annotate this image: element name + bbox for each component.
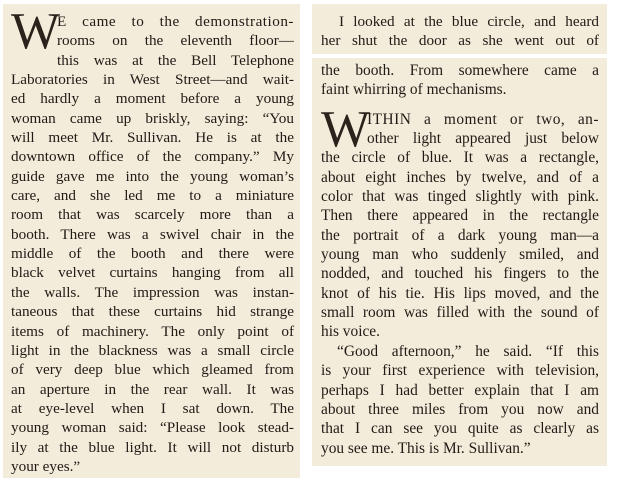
text-line: the circle of blue. It was a rectangle, — [321, 149, 599, 167]
text-line: your eyes.” — [11, 457, 81, 475]
text-line: the portrait of a dark young man—a — [321, 226, 599, 244]
text-line: ily at the blue light. It will not disturb — [11, 438, 294, 456]
text-line: black velvet curtains hanging from all — [11, 264, 294, 282]
text-line: the booth. From somewhere came a — [321, 62, 599, 79]
text-line: nodded, and touched his fingers to the — [321, 265, 599, 283]
text-line: an aperture in the rear wall. It was — [11, 380, 294, 398]
text-line: of very deep blue which gleamed from — [11, 361, 294, 379]
text-line: about three miles from you now and — [321, 400, 599, 418]
text-line: will meet Mr. Sullivan. He is at the — [11, 129, 294, 147]
text-line: Then there appeared in the rectangle — [321, 207, 599, 225]
left-text-column — [3, 4, 300, 478]
text-line: light in the blackness was a small circle — [11, 341, 294, 359]
text-line: young man who suddenly smiled, and — [321, 246, 599, 264]
text-line: ITHIN a moment or two, an- — [367, 110, 599, 128]
drop-cap-letter: W — [11, 4, 61, 60]
text-line: downtown office of the company.” My — [11, 148, 294, 166]
text-line: guide gave me into the young woman’s — [11, 167, 294, 185]
text-line: this was at the Bell Telephone — [57, 51, 294, 69]
text-line: taneous that these curtains hid strange — [11, 303, 294, 321]
opening-paragraph — [11, 4, 294, 476]
text-line: her shut the door as she went out of — [321, 32, 599, 50]
text-line: faint whirring of mechanisms. — [321, 81, 507, 99]
text-line: “Good afternoon,” he said. “If this — [337, 342, 599, 360]
right-text-column — [312, 58, 607, 466]
text-line: woman came up briskly, saying: “You — [11, 109, 294, 127]
text-line: at eye-level when I sat down. The — [11, 399, 294, 417]
text-line: middle of the booth and there were — [11, 245, 294, 263]
text-line: room that was scarcely more than a — [11, 206, 294, 224]
text-line: about eight inches by twelve, and of a — [321, 168, 599, 186]
drop-cap-letter: W — [321, 100, 371, 158]
text-line: color that was tinged slightly with pink. — [321, 188, 599, 206]
text-line: I looked at the blue circle, and heard — [339, 13, 599, 30]
text-line: that I can see you quite as clearly as — [321, 420, 599, 438]
text-line: young woman said: “Please look stead- — [11, 419, 294, 437]
text-line: small room was filled with the sound of — [321, 304, 599, 322]
text-line: E came to the demonstration- — [57, 13, 294, 30]
text-line: knot of his tie. His lips moved, and the — [321, 284, 599, 302]
text-line: is your first experience with television, — [321, 362, 599, 380]
text-line: care, and she led me to a miniature — [11, 187, 294, 205]
text-line: you see me. This is Mr. Sullivan.” — [321, 439, 531, 457]
text-line: the walls. The impression was instan- — [11, 283, 294, 301]
text-line: other light appeared just below — [367, 130, 599, 148]
text-line: items of machinery. The only point of — [11, 322, 294, 340]
text-line: rooms on the eleventh floor— — [57, 32, 294, 50]
greeting-paragraph — [321, 342, 599, 458]
text-line: Laboratories in West Street—and wait- — [11, 71, 294, 89]
text-line: perhaps I had better explain that I am — [321, 381, 599, 399]
text-line: ed hardly a moment before a young — [11, 90, 294, 108]
right-column-top-fragment — [312, 4, 607, 54]
text-line: booth. There was a swivel chair in the — [11, 225, 294, 243]
within-paragraph — [321, 100, 599, 342]
text-line: his voice. — [321, 323, 380, 341]
